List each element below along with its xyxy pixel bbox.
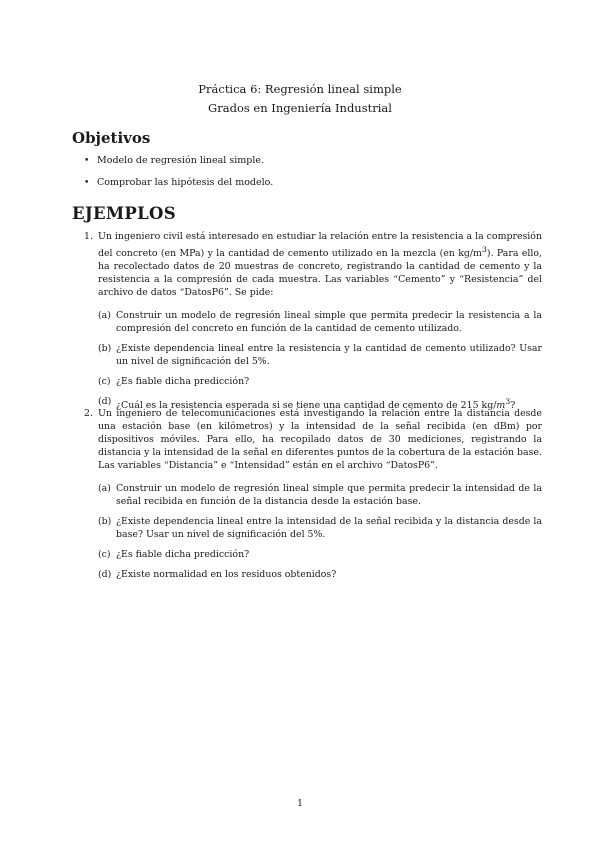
- question-item: [98, 375, 542, 388]
- question-text: ¿Es fiable dicha predicción?: [116, 376, 250, 388]
- superscript: 3: [481, 245, 487, 254]
- objetivos-heading: Objetivos: [72, 129, 151, 147]
- question-item: [98, 548, 542, 561]
- example-statement: Un ingeniero de telecomunicaciones está investigando la relación entre la distancia desde una estación base (en kilómetros) y la intensidad de la señal recibida (en dBm) por dispositivos móviles. Para ello, ha recopilado datos de 30 mediciones, registrando la distancia y la intensidad de la señal en diferentes puntos de la cobertura de la estación base. Las variables “Distancia” e “Intensidad” están en el archivo “DatosP6”.: [98, 408, 542, 471]
- page-number: 1: [296, 798, 304, 809]
- question-label: (a): [98, 483, 111, 494]
- objetivo-item: [84, 155, 544, 167]
- bullet-icon: •: [84, 178, 90, 188]
- question-label: (b): [98, 516, 112, 527]
- example-1: [84, 230, 542, 419]
- example-statement: [98, 230, 542, 299]
- question-label: (c): [98, 549, 111, 560]
- question-text: Construir un modelo de regresión lineal simple que permita predecir la resistencia a la compresión del concreto en función de la cantidad de cemento utilizado.: [116, 310, 542, 335]
- question-label: (b): [98, 343, 112, 355]
- question-text: ¿Es fiable dicha predicción?: [116, 549, 250, 560]
- document-title: Práctica 6: Regresión lineal simple: [198, 82, 402, 96]
- question-item: [98, 515, 542, 541]
- question-item: [98, 482, 542, 508]
- objetivo-item: [84, 177, 544, 189]
- example-number: 2.: [84, 408, 93, 419]
- document-subtitle: Grados en Ingeniería Industrial: [208, 101, 392, 115]
- example-text-part: Un ingeniero civil está interesado en estudiar la relación entre la resistencia a la compresión del concreto (en MPa) y la cantidad de cemento utilizado en la mezcla (en kg/m: [98, 231, 542, 260]
- bullet-icon: •: [84, 156, 90, 166]
- question-text: Construir un modelo de regresión lineal simple que permita predecir la intensidad de la señal recibida en función de la distancia desde la estación base.: [116, 483, 542, 507]
- title-block: [0, 80, 600, 118]
- question-label: (a): [98, 310, 111, 322]
- question-label: (c): [98, 376, 111, 388]
- objetivos-list: [84, 155, 544, 199]
- example-2: [84, 407, 542, 588]
- question-text-part: ¿Cuál es la resistencia esperada si se tiene una cantidad de cemento de 215 kg/: [116, 400, 497, 412]
- example-text-part: ). Para ello, ha recolectado datos de 20 muestras de concreto, registrando la cantidad de cemento y la resistencia a la compresión de cada muestra. Las variables “Cemento” y “Resistencia” del archivo de datos “DatosP6”. Se pide:: [98, 248, 542, 299]
- question-item: [98, 309, 542, 335]
- question-label: (d): [98, 569, 112, 580]
- objetivo-text: Modelo de regresión lineal simple.: [97, 155, 265, 166]
- ejemplos-heading: EJEMPLOS: [72, 204, 176, 223]
- example-2-questions: [98, 482, 542, 581]
- question-text: ¿Existe normalidad en los residuos obtenidos?: [116, 569, 337, 580]
- question-text-part: ?: [510, 400, 516, 412]
- question-text: ¿Existe dependencia lineal entre la intensidad de la señal recibida y la distancia desde la base? Usar un nivel de significación del 5%.: [116, 516, 542, 540]
- question-item: [98, 342, 542, 368]
- unit-symbol: m: [496, 400, 506, 412]
- example-number: 1.: [84, 231, 93, 242]
- example-1-questions: [98, 309, 542, 412]
- question-item: [98, 568, 542, 581]
- objetivo-text: Comprobar las hipótesis del modelo.: [97, 177, 274, 188]
- superscript: 3: [505, 397, 511, 407]
- question-label: (d): [98, 396, 112, 408]
- question-text: ¿Existe dependencia lineal entre la resistencia y la cantidad de cemento utilizado? Usar un nivel de significación del 5%.: [116, 343, 542, 368]
